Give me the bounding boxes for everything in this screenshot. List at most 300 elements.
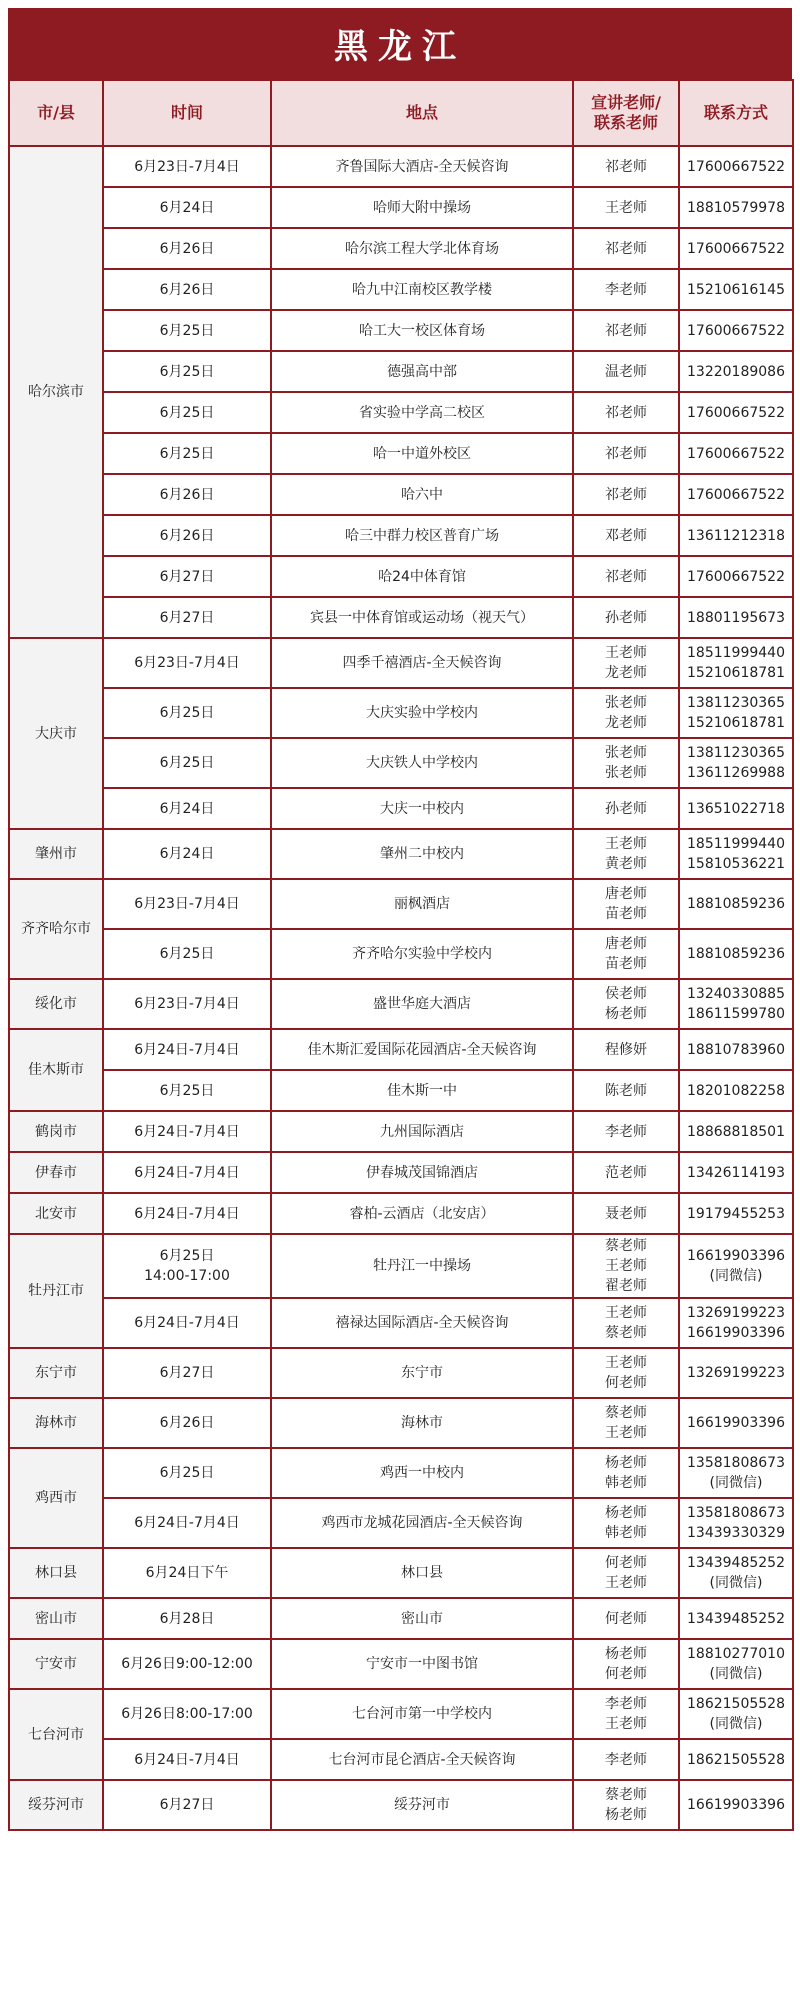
- column-header-place: 地点: [271, 80, 573, 146]
- teacher-cell-line: 苗老师: [605, 956, 647, 972]
- place-cell: 牡丹江一中操场: [271, 1234, 573, 1298]
- contact-cell: [679, 638, 793, 688]
- place-cell: 肇州二中校内: [271, 829, 573, 879]
- teacher-cell-line: 李老师: [605, 1696, 647, 1712]
- table-row: [9, 515, 793, 556]
- time-cell-line: 6月28日: [159, 1610, 215, 1627]
- time-cell: [103, 1029, 271, 1070]
- teacher-cell-line: 李老师: [605, 1751, 647, 1768]
- contact-cell: [679, 556, 793, 597]
- teacher-cell-line: 侯老师: [605, 986, 647, 1002]
- contact-cell: [679, 979, 793, 1029]
- city-cell: 绥化市: [9, 979, 103, 1029]
- time-cell-line: 14:00-17:00: [144, 1268, 230, 1284]
- contact-cell-line: 13240330885: [687, 986, 785, 1002]
- contact-cell: [679, 1152, 793, 1193]
- table-row: [9, 392, 793, 433]
- teacher-cell: [573, 433, 679, 474]
- teacher-cell-line: 杨老师: [605, 1006, 647, 1022]
- teacher-cell: [573, 1598, 679, 1639]
- time-cell-line: 6月25日: [159, 1082, 215, 1099]
- teacher-cell-line: 杨老师: [605, 1807, 647, 1823]
- contact-cell: [679, 929, 793, 979]
- table-row: [9, 474, 793, 515]
- place-cell: 七台河市昆仑酒店-全天候咨询: [271, 1739, 573, 1780]
- teacher-cell-line: 李老师: [605, 1123, 647, 1140]
- time-cell-line: 6月24日-7月4日: [134, 1515, 240, 1531]
- teacher-cell: [573, 1070, 679, 1111]
- table-row: [9, 638, 793, 688]
- place-cell: 佳木斯一中: [271, 1070, 573, 1111]
- table-row: [9, 597, 793, 638]
- contact-cell-line: (同微信): [709, 1575, 763, 1591]
- teacher-cell-line: 黄老师: [605, 856, 647, 872]
- teacher-cell-line: 王老师: [605, 199, 647, 216]
- city-cell: 七台河市: [9, 1689, 103, 1780]
- contact-cell: [679, 788, 793, 829]
- teacher-cell: [573, 788, 679, 829]
- teacher-cell-line: 张老师: [605, 745, 647, 761]
- teacher-cell: [573, 1639, 679, 1689]
- place-cell: 海林市: [271, 1398, 573, 1448]
- time-cell: [103, 228, 271, 269]
- contact-cell-line: 17600667522: [687, 158, 785, 175]
- time-cell-line: 6月25日: [159, 445, 215, 462]
- teacher-cell: [573, 1498, 679, 1548]
- contact-cell-line: 18511999440: [687, 645, 785, 661]
- teacher-cell: [573, 310, 679, 351]
- place-cell: 大庆铁人中学校内: [271, 738, 573, 788]
- teacher-cell-line: 陈老师: [605, 1082, 647, 1099]
- city-cell: 牡丹江市: [9, 1234, 103, 1348]
- place-cell: 齐鲁国际大酒店-全天候咨询: [271, 146, 573, 187]
- teacher-cell-line: 翟老师: [605, 1278, 647, 1294]
- contact-cell: [679, 187, 793, 228]
- table-row: [9, 351, 793, 392]
- contact-cell: [679, 1780, 793, 1830]
- time-cell-line: 6月26日: [159, 281, 215, 298]
- contact-cell-line: 13581808673: [687, 1455, 785, 1471]
- contact-cell-line: 18868818501: [687, 1123, 785, 1140]
- teacher-cell: [573, 597, 679, 638]
- contact-cell: [679, 879, 793, 929]
- contact-cell-line: (同微信): [709, 1716, 763, 1732]
- time-cell-line: 6月24日-7月4日: [134, 1123, 240, 1140]
- time-cell: [103, 392, 271, 433]
- time-cell: [103, 638, 271, 688]
- teacher-cell: [573, 269, 679, 310]
- contact-cell: [679, 1739, 793, 1780]
- teacher-cell: [573, 879, 679, 929]
- time-cell-line: 6月24日-7月4日: [134, 1315, 240, 1331]
- contact-cell-line: (同微信): [709, 1666, 763, 1682]
- contact-cell-line: 18621505528: [687, 1751, 785, 1768]
- teacher-cell: [573, 1548, 679, 1598]
- time-cell: [103, 879, 271, 929]
- place-cell: 禧禄达国际酒店-全天候咨询: [271, 1298, 573, 1348]
- time-cell: [103, 1298, 271, 1348]
- contact-cell: [679, 351, 793, 392]
- teacher-cell-line: 王老师: [605, 1575, 647, 1591]
- time-cell: [103, 979, 271, 1029]
- time-cell-line: 6月24日下午: [145, 1565, 229, 1581]
- place-cell: 哈24中体育馆: [271, 556, 573, 597]
- time-cell: [103, 788, 271, 829]
- city-cell: 宁安市: [9, 1639, 103, 1689]
- table-row: [9, 879, 793, 929]
- teacher-cell-line: 杨老师: [605, 1505, 647, 1521]
- teacher-cell: [573, 1234, 679, 1298]
- time-cell-line: 6月26日: [159, 486, 215, 503]
- contact-cell: [679, 1234, 793, 1298]
- table-row: [9, 1029, 793, 1070]
- column-header-contact: 联系方式: [679, 80, 793, 146]
- teacher-cell-line: 何老师: [605, 1555, 647, 1571]
- teacher-cell: [573, 146, 679, 187]
- contact-cell-line: 13439330329: [687, 1525, 785, 1541]
- contact-cell: [679, 1548, 793, 1598]
- time-cell: [103, 515, 271, 556]
- city-cell: 海林市: [9, 1398, 103, 1448]
- teacher-cell-line: 祁老师: [605, 445, 647, 462]
- contact-cell-line: 17600667522: [687, 322, 785, 339]
- time-cell-line: 6月26日8:00-17:00: [121, 1706, 253, 1722]
- teacher-cell-line: 王老师: [605, 645, 647, 661]
- table-row: [9, 1111, 793, 1152]
- time-cell: [103, 351, 271, 392]
- city-cell: 伊春市: [9, 1152, 103, 1193]
- table-row: [9, 310, 793, 351]
- place-cell: 哈尔滨工程大学北体育场: [271, 228, 573, 269]
- time-cell: [103, 738, 271, 788]
- contact-cell-line: (同微信): [709, 1475, 763, 1491]
- place-cell: 睿柏-云酒店（北安店）: [271, 1193, 573, 1234]
- contact-cell-line: 16619903396: [687, 1415, 785, 1431]
- teacher-cell-line: 王老师: [605, 1355, 647, 1371]
- place-cell: 宾县一中体育馆或运动场（视天气）: [271, 597, 573, 638]
- contact-cell-line: 16619903396: [687, 1325, 785, 1341]
- time-cell-line: 6月24日-7月4日: [134, 1751, 240, 1768]
- teacher-cell: [573, 1348, 679, 1398]
- city-cell: 哈尔滨市: [9, 146, 103, 638]
- teacher-cell: [573, 187, 679, 228]
- contact-cell: [679, 1029, 793, 1070]
- contact-cell: [679, 474, 793, 515]
- contact-cell-line: 16619903396: [687, 1797, 785, 1813]
- time-cell-line: 6月25日: [159, 705, 215, 721]
- table-body: [9, 146, 793, 1830]
- contact-cell-line: 18810277010: [687, 1646, 785, 1662]
- teacher-cell-line: 何老师: [605, 1375, 647, 1391]
- place-cell: 七台河市第一中学校内: [271, 1689, 573, 1739]
- teacher-cell-line: 张老师: [605, 695, 647, 711]
- city-cell: 肇州市: [9, 829, 103, 879]
- teacher-cell-line: 邓老师: [605, 527, 647, 544]
- schedule-document: [8, 8, 792, 1831]
- teacher-cell: [573, 1152, 679, 1193]
- contact-cell-line: 13611212318: [687, 527, 785, 544]
- time-cell: [103, 1152, 271, 1193]
- place-cell: 省实验中学高二校区: [271, 392, 573, 433]
- contact-cell-line: (同微信): [709, 1268, 763, 1284]
- teacher-cell-line: 张老师: [605, 765, 647, 781]
- teacher-cell-line: 王老师: [605, 1425, 647, 1441]
- teacher-cell: [573, 829, 679, 879]
- teacher-cell: [573, 1739, 679, 1780]
- contact-cell-line: 13811230365: [687, 695, 785, 711]
- place-cell: 四季千禧酒店-全天候咨询: [271, 638, 573, 688]
- time-cell: [103, 1111, 271, 1152]
- contact-cell: [679, 1348, 793, 1398]
- time-cell: [103, 1398, 271, 1448]
- teacher-cell-line: 孙老师: [605, 800, 647, 817]
- contact-cell-line: 13269199223: [687, 1305, 785, 1321]
- column-header-city: 市/县: [9, 80, 103, 146]
- table-row: [9, 269, 793, 310]
- column-header-teacher-label: 宣讲老师/联系老师: [591, 93, 661, 132]
- teacher-cell-line: 祁老师: [605, 322, 647, 339]
- teacher-cell-line: 聂老师: [605, 1205, 647, 1222]
- city-cell: 齐齐哈尔市: [9, 879, 103, 979]
- column-header-time: 时间: [103, 80, 271, 146]
- city-cell: 鹤岗市: [9, 1111, 103, 1152]
- contact-cell: [679, 1598, 793, 1639]
- contact-cell-line: 18810859236: [687, 896, 785, 912]
- teacher-cell: [573, 1689, 679, 1739]
- teacher-cell-line: 祁老师: [605, 568, 647, 585]
- place-cell: 鸡西一中校内: [271, 1448, 573, 1498]
- contact-cell-line: 13651022718: [687, 800, 785, 817]
- table-row: [9, 688, 793, 738]
- place-cell: 佳木斯汇爱国际花园酒店-全天候咨询: [271, 1029, 573, 1070]
- place-cell: 哈六中: [271, 474, 573, 515]
- time-cell: [103, 433, 271, 474]
- city-cell: 绥芬河市: [9, 1780, 103, 1830]
- teacher-cell: [573, 1193, 679, 1234]
- contact-cell-line: 17600667522: [687, 568, 785, 585]
- time-cell-line: 6月25日: [159, 322, 215, 339]
- contact-cell-line: 18810859236: [687, 946, 785, 962]
- place-cell: 哈一中道外校区: [271, 433, 573, 474]
- place-cell: 九州国际酒店: [271, 1111, 573, 1152]
- teacher-cell-line: 李老师: [605, 281, 647, 298]
- table-row: [9, 979, 793, 1029]
- place-cell: 鸡西市龙城花园酒店-全天候咨询: [271, 1498, 573, 1548]
- teacher-cell-line: 韩老师: [605, 1525, 647, 1541]
- time-cell-line: 6月24日: [159, 800, 215, 817]
- teacher-cell: [573, 1780, 679, 1830]
- contact-cell-line: 13811230365: [687, 745, 785, 761]
- contact-cell: [679, 1298, 793, 1348]
- table-row: [9, 829, 793, 879]
- city-cell: 林口县: [9, 1548, 103, 1598]
- contact-cell: [679, 1070, 793, 1111]
- teacher-cell-line: 范老师: [605, 1164, 647, 1181]
- time-cell: [103, 1548, 271, 1598]
- contact-cell: [679, 1111, 793, 1152]
- time-cell-line: 6月24日-7月4日: [134, 1205, 240, 1222]
- teacher-cell: [573, 515, 679, 556]
- teacher-cell-line: 杨老师: [605, 1646, 647, 1662]
- table-row: [9, 929, 793, 979]
- table-row: [9, 1193, 793, 1234]
- time-cell-line: 6月27日: [159, 1797, 215, 1813]
- place-cell: 密山市: [271, 1598, 573, 1639]
- teacher-cell-line: 王老师: [605, 1716, 647, 1732]
- teacher-cell-line: 王老师: [605, 1258, 647, 1274]
- place-cell: 哈工大一校区体育场: [271, 310, 573, 351]
- contact-cell-line: 18801195673: [687, 609, 785, 626]
- place-cell: 齐齐哈尔实验中学校内: [271, 929, 573, 979]
- contact-cell-line: 15210618781: [687, 665, 785, 681]
- table-row: [9, 556, 793, 597]
- teacher-cell-line: 何老师: [605, 1610, 647, 1627]
- time-cell-line: 6月27日: [159, 1365, 215, 1381]
- teacher-cell: [573, 1448, 679, 1498]
- teacher-cell-line: 蔡老师: [605, 1787, 647, 1803]
- time-cell: [103, 1739, 271, 1780]
- contact-cell-line: 13439485252: [687, 1555, 785, 1571]
- teacher-cell-line: 唐老师: [605, 886, 647, 902]
- contact-cell-line: 17600667522: [687, 486, 785, 503]
- contact-cell-line: 13426114193: [687, 1164, 785, 1181]
- contact-cell: [679, 515, 793, 556]
- time-cell-line: 6月26日9:00-12:00: [121, 1656, 253, 1672]
- time-cell-line: 6月24日-7月4日: [134, 1164, 240, 1181]
- contact-cell: [679, 1448, 793, 1498]
- teacher-cell: [573, 1298, 679, 1348]
- time-cell: [103, 1348, 271, 1398]
- contact-cell-line: 15210618781: [687, 715, 785, 731]
- table-row: [9, 1498, 793, 1548]
- teacher-cell-line: 祁老师: [605, 158, 647, 175]
- table-row: [9, 1234, 793, 1298]
- teacher-cell-line: 苗老师: [605, 906, 647, 922]
- contact-cell-line: 18611599780: [687, 1006, 785, 1022]
- teacher-cell: [573, 556, 679, 597]
- place-cell: 伊春城茂国锦酒店: [271, 1152, 573, 1193]
- time-cell-line: 6月26日: [159, 1415, 215, 1431]
- teacher-cell-line: 程修妍: [605, 1041, 647, 1058]
- place-cell: 林口县: [271, 1548, 573, 1598]
- table-row: [9, 1448, 793, 1498]
- time-cell: [103, 829, 271, 879]
- contact-cell-line: 15810536221: [687, 856, 785, 872]
- contact-cell-line: 18511999440: [687, 836, 785, 852]
- teacher-cell-line: 王老师: [605, 1305, 647, 1321]
- time-cell: [103, 1234, 271, 1298]
- contact-cell-line: 13611269988: [687, 765, 785, 781]
- contact-cell: [679, 310, 793, 351]
- contact-cell: [679, 597, 793, 638]
- table-row: [9, 187, 793, 228]
- time-cell-line: 6月23日-7月4日: [134, 655, 240, 671]
- teacher-cell-line: 杨老师: [605, 1455, 647, 1471]
- city-cell: 鸡西市: [9, 1448, 103, 1548]
- contact-cell-line: 17600667522: [687, 240, 785, 257]
- contact-cell-line: 16619903396: [687, 1248, 785, 1264]
- table-row: [9, 146, 793, 187]
- teacher-cell: [573, 1398, 679, 1448]
- time-cell-line: 6月24日-7月4日: [134, 1041, 240, 1058]
- contact-cell-line: 18621505528: [687, 1696, 785, 1712]
- teacher-cell-line: 龙老师: [605, 665, 647, 681]
- place-cell: 德强高中部: [271, 351, 573, 392]
- place-cell: 大庆实验中学校内: [271, 688, 573, 738]
- time-cell-line: 6月27日: [159, 609, 215, 626]
- time-cell: [103, 474, 271, 515]
- time-cell: [103, 929, 271, 979]
- contact-cell-line: 15210616145: [687, 281, 785, 298]
- teacher-cell: [573, 1111, 679, 1152]
- contact-cell-line: 17600667522: [687, 445, 785, 462]
- contact-cell-line: 13269199223: [687, 1365, 785, 1381]
- table-row: [9, 1598, 793, 1639]
- place-cell: 大庆一中校内: [271, 788, 573, 829]
- city-cell: 东宁市: [9, 1348, 103, 1398]
- contact-cell: [679, 269, 793, 310]
- time-cell: [103, 597, 271, 638]
- table-row: [9, 788, 793, 829]
- contact-cell: [679, 738, 793, 788]
- teacher-cell-line: 何老师: [605, 1666, 647, 1682]
- teacher-cell-line: 韩老师: [605, 1475, 647, 1491]
- time-cell-line: 6月25日: [159, 946, 215, 962]
- time-cell: [103, 1498, 271, 1548]
- table-row: [9, 1689, 793, 1739]
- contact-cell-line: 19179455253: [687, 1205, 785, 1222]
- teacher-cell: [573, 929, 679, 979]
- contact-cell: [679, 1498, 793, 1548]
- teacher-cell: [573, 392, 679, 433]
- time-cell-line: 6月23日-7月4日: [134, 996, 240, 1012]
- contact-cell: [679, 688, 793, 738]
- contact-cell-line: 18810579978: [687, 199, 785, 216]
- time-cell: [103, 1598, 271, 1639]
- table-row: [9, 433, 793, 474]
- teacher-cell: [573, 688, 679, 738]
- teacher-cell: [573, 351, 679, 392]
- contact-cell-line: 13439485252: [687, 1610, 785, 1627]
- contact-cell-line: 18810783960: [687, 1041, 785, 1058]
- teacher-cell-line: 孙老师: [605, 609, 647, 626]
- contact-cell: [679, 1639, 793, 1689]
- teacher-cell-line: 王老师: [605, 836, 647, 852]
- contact-cell-line: 18201082258: [687, 1082, 785, 1099]
- teacher-cell: [573, 228, 679, 269]
- contact-cell: [679, 228, 793, 269]
- table-row: [9, 1152, 793, 1193]
- place-cell: 哈三中群力校区普育广场: [271, 515, 573, 556]
- teacher-cell-line: 龙老师: [605, 715, 647, 731]
- time-cell: [103, 1639, 271, 1689]
- time-cell-line: 6月27日: [159, 568, 215, 585]
- time-cell-line: 6月25日: [159, 404, 215, 421]
- time-cell-line: 6月23日-7月4日: [134, 158, 240, 175]
- table-header-row: [9, 80, 793, 146]
- teacher-cell: [573, 1029, 679, 1070]
- schedule-table: [8, 79, 794, 1831]
- time-cell-line: 6月26日: [159, 527, 215, 544]
- time-cell: [103, 556, 271, 597]
- table-row: [9, 1639, 793, 1689]
- contact-cell-line: 13220189086: [687, 363, 785, 380]
- teacher-cell-line: 祁老师: [605, 486, 647, 503]
- time-cell: [103, 146, 271, 187]
- table-row: [9, 1348, 793, 1398]
- place-cell: 盛世华庭大酒店: [271, 979, 573, 1029]
- time-cell: [103, 688, 271, 738]
